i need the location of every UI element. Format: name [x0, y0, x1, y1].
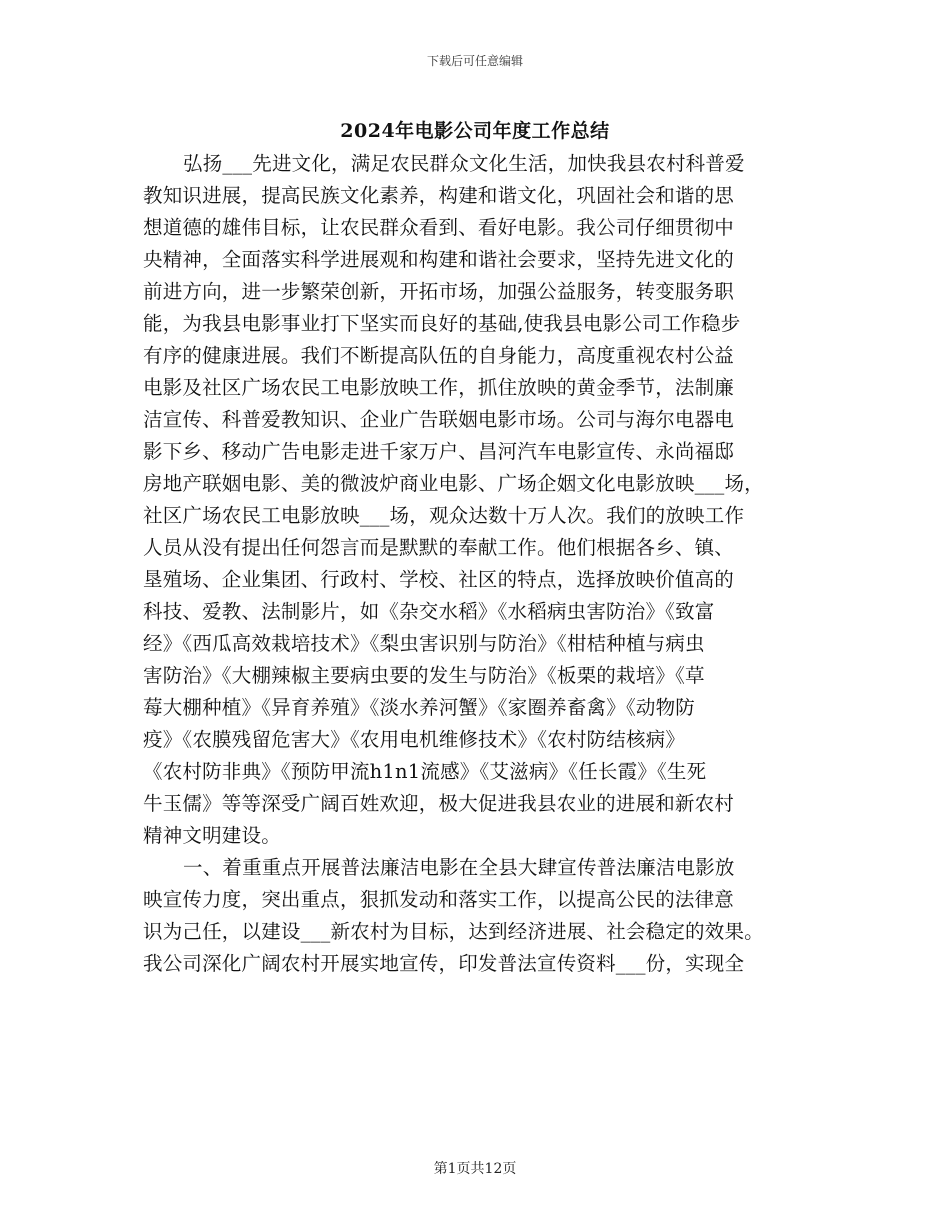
- text-line: 弘扬___先进文化，满足农民群众文化生活，加快我县农村科普爱: [183, 152, 745, 175]
- text-line: 能，为我县电影事业打下坚实而良好的基础,使我县电影公司工作稳步: [143, 312, 741, 335]
- page-header: 下载后可任意编辑: [426, 54, 523, 68]
- text-line: 疫》《农膜残留危害大》《农用电机维修技术》《农村防结核病》: [143, 728, 686, 751]
- text-line: 科技、爱教、法制影片，如《杂交水稻》《水稻病虫害防治》《致富: [143, 600, 715, 623]
- document-body: [143, 148, 813, 980]
- text-line: 我公司深化广阔农村开展实地宣传，印发普法宣传资料___份，实现全: [143, 952, 745, 975]
- text-line: 一、着重重点开展普法廉洁电影在全县大肆宣传普法廉洁电影放: [183, 856, 735, 879]
- text-line: 垦殖场、企业集团、行政村、学校、社区的特点，选择放映价值高的: [143, 568, 735, 591]
- text-line: 精神文明建设。: [143, 824, 281, 847]
- page-footer: 第1页共12页: [433, 1161, 517, 1177]
- text-line: 教知识进展，提高民族文化素养，构建和谐文化，巩固社会和谐的思: [143, 184, 735, 207]
- text-line: 经》《西瓜高效栽培技术》《梨虫害识别与防治》《柑桔种植与病虫: [143, 632, 705, 655]
- text-line: 电影及社区广场农民工电影放映工作，抓住放映的黄金季节，法制廉: [143, 376, 735, 399]
- text-line: 莓大棚种植》《异育养殖》《淡水养河蟹》《家圈养畜禽》《动物防: [143, 696, 696, 719]
- text-line: 牛玉儒》等等深受广阔百姓欢迎，极大促进我县农业的进展和新农村: [143, 792, 735, 815]
- text-line: 社区广场农民工电影放映___场，观众达数十万人次。我们的放映工作: [143, 504, 745, 527]
- text-line: 有序的健康进展。我们不断提高队伍的自身能力，高度重视农村公益: [143, 344, 735, 367]
- text-line: 害防治》《大棚辣椒主要病虫要的发生与防治》《板栗的栽培》《草: [143, 664, 705, 687]
- text-line: 识为己任，以建设___新农村为目标，达到经济进展、社会稳定的效果。: [143, 920, 764, 943]
- text-line: 洁宣传、科普爱教知识、企业广告联姻电影市场。公司与海尔电器电: [143, 408, 735, 431]
- text-line: 映宣传力度，突出重点，狠抓发动和落实工作，以提高公民的法律意: [143, 888, 735, 911]
- text-line: 房地产联姻电影、美的微波炉商业电影、广场企姻文化电影放映___场，: [143, 472, 764, 495]
- text-line: 央精神，全面落实科学进展观和构建和谐社会要求，坚持先进文化的: [143, 248, 735, 271]
- text-line: 影下乡、移动广告电影走进千家万户、昌河汽车电影宣传、永尚福邸: [143, 440, 735, 463]
- document-title: 2024年电影公司年度工作总结: [340, 120, 610, 142]
- text-line: 前进方向，进一步繁荣创新，开拓市场，加强公益服务，转变服务职: [143, 280, 735, 303]
- text-line: 《农村防非典》《预防甲流h1n1流感》《艾滋病》《任长霞》《生死: [143, 760, 707, 783]
- text-line: 想道德的雄伟目标，让农民群众看到、看好电影。我公司仔细贯彻中: [143, 216, 735, 239]
- text-line: 人员从没有提出任何怨言而是默默的奉献工作。他们根据各乡、镇、: [143, 536, 735, 559]
